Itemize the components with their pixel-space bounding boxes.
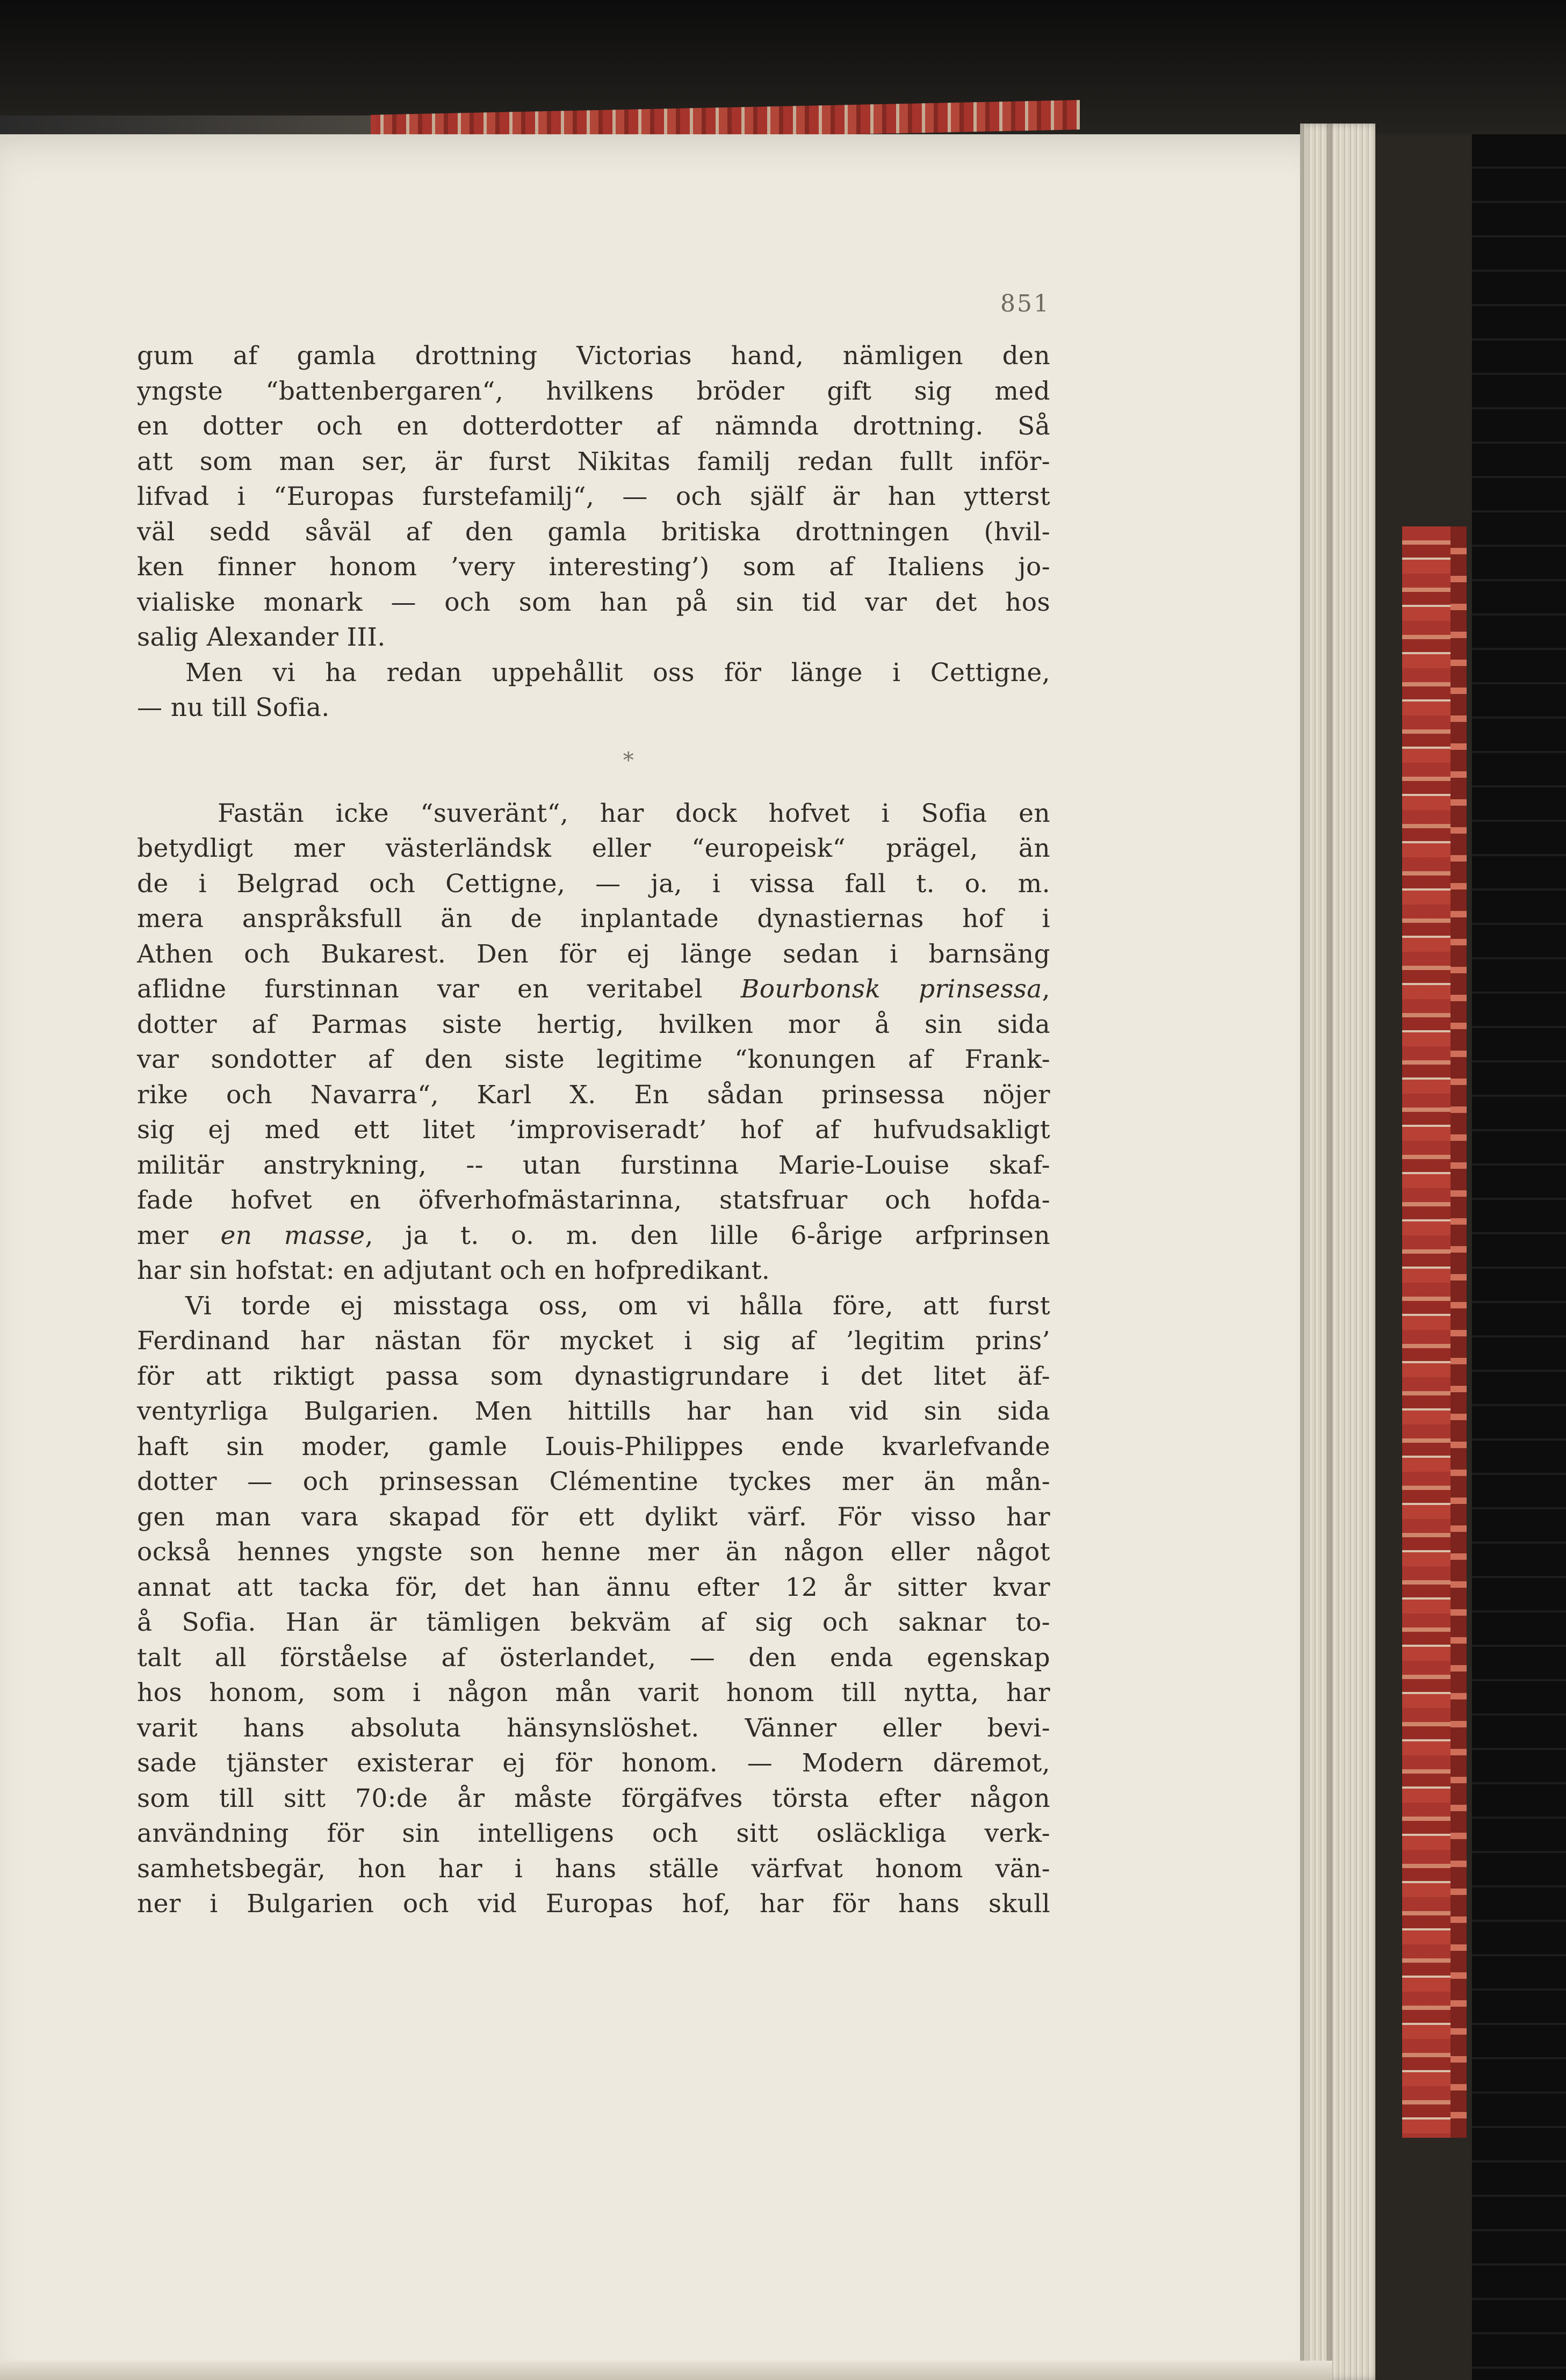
paragraph <box>137 796 1050 1289</box>
text-line: Men vi ha redan uppehållit oss för länge i Cettigne, <box>185 657 1050 688</box>
text-line: också hennes yngste son henne mer än någon eller något <box>137 1537 1050 1567</box>
text-line: haft sin moder, gamle Louis-Philippes ende kvarlefvande <box>137 1431 1050 1462</box>
text-span: aflidne furstinnan var en veritabel <box>137 974 741 1004</box>
text-line: samhetsbegär, hon har i hans ställe värfvat honom vän- <box>137 1854 1050 1884</box>
text-line: Athen och Bukarest. Den för ej länge sedan i barnsäng <box>137 939 1050 969</box>
text-line: salig Alexander III. <box>137 623 386 652</box>
page-number: 851 <box>1000 290 1050 317</box>
text-span: , ja t. o. m. den lille 6-årige arfprinsen <box>365 1220 1051 1250</box>
text-line: — nu till Sofia. <box>137 693 330 722</box>
italic-phrase: Bourbonsk prinsessa <box>740 974 1042 1004</box>
text-line: varit hans absoluta hänsynslöshet. Vänner eller bevi- <box>137 1713 1050 1743</box>
paragraph <box>137 655 1050 726</box>
text-line: användning för sin intelligens och sitt osläckliga verk- <box>137 1819 1050 1848</box>
page-stack-fore-edge <box>1300 124 1375 2380</box>
text-line: gen man vara skapad för ett dylikt värf. För visso har <box>137 1502 1050 1532</box>
text-line: lifvad i “Europas furstefamilj“, — och själf är han ytterst <box>137 482 1050 511</box>
italic-phrase: en masse <box>220 1220 365 1250</box>
text-line: för att riktigt passa som dynastigrundare i det litet äf- <box>137 1361 1050 1391</box>
text-line: som till sitt 70:de år måste förgäfves törsta efter någon <box>137 1783 1050 1813</box>
cover-marbled-edge-dark <box>1450 526 1467 2138</box>
text-line: en dotter och en dotterdotter af nämnda drottning. Så <box>137 411 1050 441</box>
paragraph <box>137 1289 1050 1922</box>
paragraph <box>137 338 1050 655</box>
text-line: sade tjänster existerar ej för honom. — Modern däremot, <box>137 1748 1050 1778</box>
text-line: rike och Navarra“, Karl X. En sådan prinsessa nöjer <box>137 1080 1050 1110</box>
text-line: vialiske monark — och som han på sin tid var det hos <box>137 587 1050 617</box>
text-line: dotter — och prinsessan Clémentine tyckes mer än mån- <box>137 1467 1050 1496</box>
text-line: mera anspråksfull än de inplantade dynastiernas hof i <box>137 904 1050 934</box>
text-span: , <box>1042 974 1050 1004</box>
text-line <box>137 1218 1050 1254</box>
text-line: de i Belgrad och Cettigne, — ja, i vissa fall t. o. m. <box>137 869 1050 899</box>
text-line: å Sofia. Han är tämligen bekväm af sig och saknar to- <box>137 1608 1050 1637</box>
text-line: gum af gamla drottning Victorias hand, nämligen den <box>137 341 1050 371</box>
text-line: talt all förståelse af österlandet, — den enda egenskap <box>137 1643 1050 1673</box>
page-edge-shadow <box>1327 124 1332 2380</box>
cover-spine-dark <box>1472 134 1566 2380</box>
text-line: var sondotter af den siste legitime “konungen af Frank- <box>137 1045 1050 1074</box>
text-line: fade hofvet en öfverhofmästarinna, statsfruar och hofda- <box>137 1185 1050 1215</box>
text-line: Fastän icke “suveränt“, har dock hofvet i Sofia en <box>218 798 1050 828</box>
text-line: sig ej med ett litet ’improviseradt’ hof af hufvudsakligt <box>137 1115 1050 1145</box>
text-span: mer <box>137 1220 221 1250</box>
body-text <box>137 338 1050 1922</box>
section-divider: * <box>623 748 634 773</box>
text-line: betydligt mer västerländsk eller “europeisk“ prägel, än <box>137 834 1050 863</box>
text-line <box>137 972 1050 1007</box>
text-line: väl sedd såväl af den gamla britiska drottningen (hvil- <box>137 517 1050 547</box>
text-line: hos honom, som i någon mån varit honom till nytta, har <box>137 1678 1050 1708</box>
text-line: har sin hofstat: en adjutant och en hofpredikant. <box>137 1256 770 1285</box>
text-line: Ferdinand har nästan för mycket i sig af ’legitim prins’ <box>137 1326 1050 1356</box>
text-line: att som man ser, är furst Nikitas familj redan fullt inför- <box>137 446 1050 476</box>
text-line: ner i Bulgarien och vid Europas hof, har för hans skull <box>137 1889 1050 1919</box>
text-line: annat att tacka för, det han ännu efter 12 år sitter kvar <box>137 1572 1050 1602</box>
page-bottom-edge <box>0 2361 1332 2380</box>
text-line: yngste “battenbergaren“, hvilkens bröder gift sig med <box>137 376 1050 406</box>
text-line: Vi torde ej misstaga oss, om vi hålla före, att furst <box>185 1291 1050 1321</box>
text-line: ken finner honom ’very interesting’) som af Italiens jo- <box>137 552 1050 582</box>
text-line: militär anstrykning, -- utan furstinna Marie-Louise skaf- <box>137 1150 1050 1180</box>
text-line: ventyrliga Bulgarien. Men hittills har han vid sin sida <box>137 1397 1050 1426</box>
text-line: dotter af Parmas siste hertig, hvilken mor å sin sida <box>137 1009 1050 1039</box>
